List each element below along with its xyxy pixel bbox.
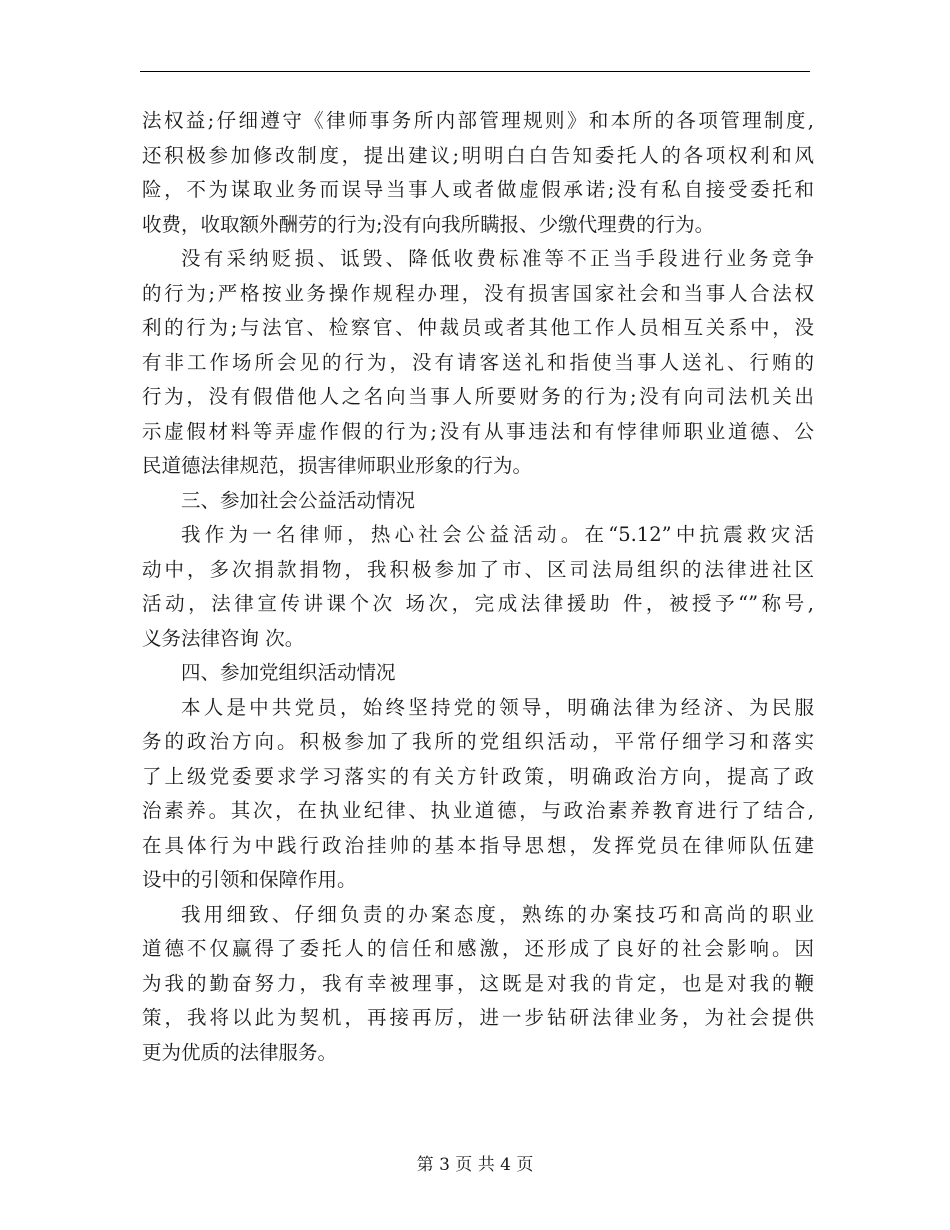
document-body (142, 104, 814, 1070)
paragraph-line: 为我的勤奋努力，我有幸被理事，这既是对我的肯定，也是对我的鞭 (142, 971, 814, 995)
paragraph-line: 道德不仅赢得了委托人的信任和感激，还形成了良好的社会影响。因 (142, 937, 814, 960)
paragraph-line: 险，不为谋取业务而误导当事人或者做虚假承诺;没有私自接受委托和 (142, 178, 814, 201)
paragraph-line: 设中的引领和保障作用。 (142, 868, 357, 891)
paragraph-line: 示虚假材料等弄虚作假的行为;没有从事违法和有悖律师职业道德、公 (142, 419, 814, 443)
paragraph-line: 还积极参加修改制度，提出建议;明明白白告知委托人的各项权利和风 (142, 143, 814, 167)
paragraph-line: 我用细致、仔细负责的办案态度，熟练的办案技巧和高尚的职业 (181, 902, 814, 926)
header-rule (140, 71, 810, 72)
paragraph (142, 898, 814, 1071)
paragraph (142, 104, 814, 242)
paragraph-line: 法权益;仔细遵守《律师事务所内部管理规则》和本所的各项管理制度, (142, 109, 814, 132)
paragraph-line: 三、参加社会公益活动情况 (181, 488, 416, 512)
paragraph (142, 484, 814, 519)
paragraph-line: 务的政治方向。积极参加了我所的党组织活动，平常仔细学习和落实 (142, 730, 814, 753)
paragraph-line: 治素养。其次，在执业纪律、执业道德，与政治素养教育进行了结合, (142, 799, 814, 822)
paragraph-line: 民道德法律规范，损害律师职业形象的行为。 (142, 454, 533, 477)
paragraph (142, 656, 814, 691)
paragraph (142, 242, 814, 484)
paragraph-line: 没有采纳贬损、诋毁、降低收费标准等不正当手段进行业务竞争 (181, 247, 814, 270)
paragraph-line: 了上级党委要求学习落实的有关方针政策，明确政治方向，提高了政 (142, 764, 814, 788)
paragraph-line: 收费，收取额外酬劳的行为;没有向我所瞒报、少缴代理费的行为。 (142, 212, 715, 236)
paragraph-line: 策，我将以此为契机，再接再厉，进一步钻研法律业务，为社会提供 (142, 1006, 814, 1029)
paragraph-line: 我作为一名律师，热心社会公益活动。在“5.12”中抗震救灾活 (181, 523, 814, 546)
paragraph-line: 在具体行为中践行政治挂帅的基本指导思想，发挥党员在律师队伍建 (142, 833, 814, 857)
paragraph-line: 更为优质的法律服务。 (142, 1040, 338, 1064)
paragraph (142, 518, 814, 656)
paragraph-line: 活动，法律宣传讲课个次 场次，完成法律援助 件，被授予“”称号, (142, 592, 814, 615)
paragraph-line: 本人是中共党员，始终坚持党的领导，明确法律为经济、为民服 (181, 695, 814, 719)
page-number: 第 3 页 共 4 页 (416, 1155, 534, 1175)
paragraph-line: 行为，没有假借他人之名向当事人所要财务的行为;没有向司法机关出 (142, 385, 814, 408)
paragraph-line: 四、参加党组织活动情况 (181, 661, 396, 684)
paragraph-line: 的行为;严格按业务操作规程办理，没有损害国家社会和当事人合法权 (142, 281, 814, 305)
paragraph (142, 691, 814, 898)
paragraph-line: 义务法律咨询 次。 (142, 626, 305, 650)
paragraph-line: 利的行为;与法官、检察官、仲裁员或者其他工作人员相互关系中，没 (142, 316, 814, 339)
paragraph-line: 动中，多次捐款捐物，我积极参加了市、区司法局组织的法律进社区 (142, 557, 814, 581)
paragraph-line: 有非工作场所会见的行为，没有请客送礼和指使当事人送礼、行贿的 (142, 350, 814, 374)
